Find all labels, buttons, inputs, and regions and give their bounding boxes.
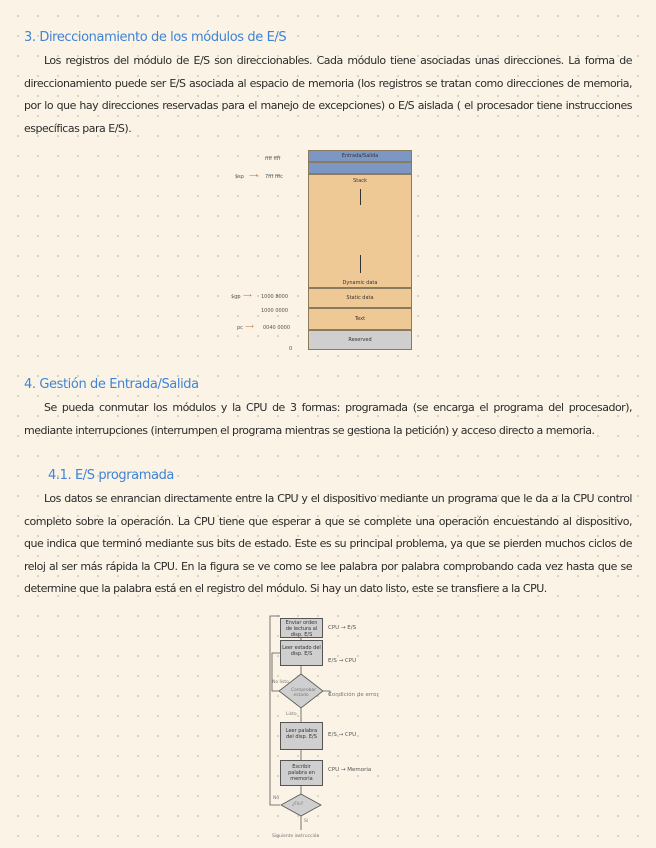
sp-arrow-icon: ⟶	[249, 172, 258, 179]
addr-top: ffff ffff	[265, 156, 281, 162]
stack-label: Stack	[353, 178, 367, 184]
flow-no: No	[273, 796, 280, 801]
dynamic-label: Dynamic data	[342, 280, 378, 286]
flow-step-write-memory: Escribir palabra en memoria	[280, 760, 323, 786]
flow-step-end: ¿Fin?	[292, 802, 304, 807]
sp-addr: 7fff fffc	[265, 174, 283, 180]
reserved-block: Reserved	[308, 330, 412, 350]
pc-label: pc	[237, 325, 243, 331]
flow-step-read-status: Leer estado del disp. E/S	[280, 640, 323, 666]
flow-step-read-word: Leer palabra del disp. E/S	[280, 722, 323, 750]
io-block: Entrada/Salida	[308, 150, 412, 162]
pc-arrow-icon: ⟶	[245, 323, 254, 330]
flow-side-3: E/S → CPU	[328, 732, 357, 738]
dynamic-up-arrow-icon	[360, 255, 361, 273]
static-addr: 1000 0000	[261, 308, 289, 314]
flow-step-check: Comprobar estado	[291, 688, 317, 698]
flow-ready: Listo	[286, 712, 297, 717]
flow-not-ready: No listo	[272, 680, 289, 685]
io-block-lower	[308, 162, 412, 174]
section-4-1-paragraph: Los datos se enrancian directamente entre la CPU y el dispositivo mediante un programa que le da a la CPU control completo sobre la operación. La CPU tiene que esperar a que se complete una operación encuestando al dispositivo, que indica que terminó mediante sus bits de estado. Este es su principal problema, ya que se pierden muchos ciclos de reloj al ser más rápida la CPU. En la figura se ve como se lee palabra por palabra comprobando cada vez hasta que se determine que la palabra está en el registro del módulo. Si hay un dato listo, este se transfiere a la CPU.	[24, 492, 632, 595]
zero-addr: 0	[289, 346, 293, 352]
section-3-paragraph: Los registros del módulo de E/S son direccionables. Cada módulo tiene asociadas unas direcciones. La forma de direccionamiento puede ser E/S asociada al espacio de memoria (los registros se tratan como direcciones de memoria, por lo que hay direcciones reservadas para el manejo de excepciones) o E/S aislada ( el procesador tiene instrucciones específicas para E/S).	[24, 54, 632, 135]
gp-arrow-icon: ⟶	[243, 292, 252, 299]
section-4-heading: 4. Gestión de Entrada/Salida	[24, 377, 199, 392]
flow-side-2: Condición de error	[328, 692, 379, 698]
gp-label: $gp	[231, 294, 241, 300]
stack-block	[308, 174, 412, 288]
text-block: Text	[308, 308, 412, 330]
flowchart-figure	[268, 614, 408, 846]
section-4-paragraph: Se pueda conmutar los módulos y la CPU de 3 formas: programada (se encarga el programa del procesador), mediante interrupciones (interrumpen el programa mientras se gestiona la petición) y acceso directo a memoria.	[24, 401, 632, 437]
stack-down-arrow-icon	[360, 189, 361, 205]
flow-yes: Sí	[304, 819, 309, 824]
section-3-heading: 3. Direccionamiento de los módulos de E/S	[24, 30, 287, 45]
flow-side-1: E/S → CPU	[328, 658, 357, 664]
flow-side-4: CPU → Memoria	[328, 767, 372, 773]
memory-map-figure	[225, 148, 395, 353]
gp-addr: 1000 8000	[261, 294, 289, 300]
flow-next-instruction: Siguiente instrucción	[272, 834, 320, 839]
sp-label: $sp	[235, 174, 244, 180]
section-4-1-heading: 4.1. E/S programada	[48, 468, 174, 483]
pc-addr: 0040 0000	[263, 325, 291, 331]
flow-side-0: CPU → E/S	[328, 625, 357, 631]
flow-step-send-read: Enviar orden de lectura al disp. E/S	[280, 618, 323, 638]
static-block: Static data	[308, 288, 412, 308]
